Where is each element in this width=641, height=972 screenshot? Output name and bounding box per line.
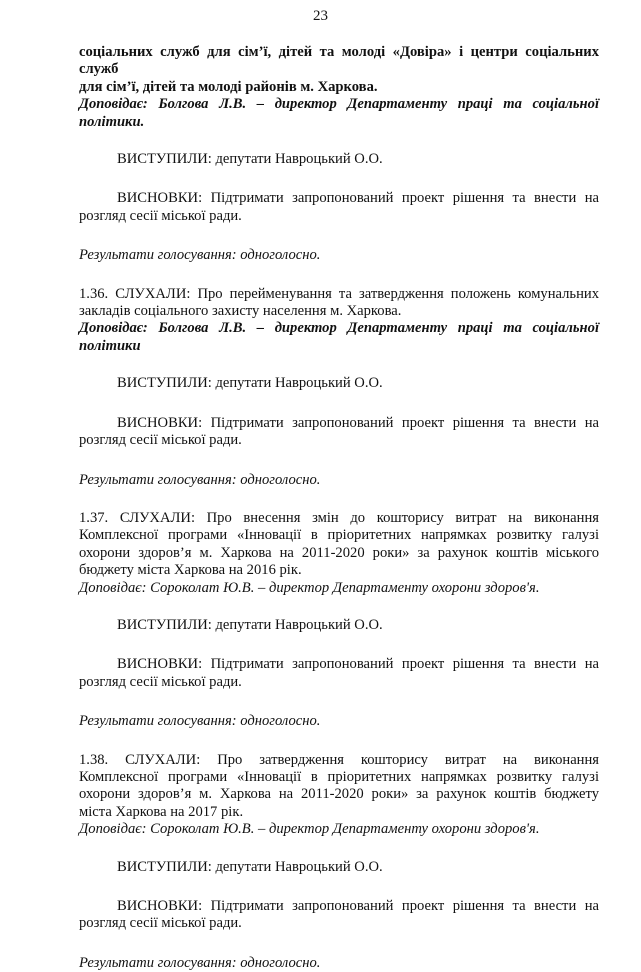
heard-line: 1.36. СЛУХАЛИ: Про перейменування та затвердження положень комунальних xyxy=(79,285,599,302)
voting-result: Результати голосування: одноголосно. xyxy=(79,247,321,264)
intro-line: для сім’ї, дітей та молоді районів м. Харкова. xyxy=(79,78,378,95)
speakers-line: ВИСТУПИЛИ: депутати Навроцький О.О. xyxy=(117,151,383,168)
heard-line: охорони здоров’я м. Харкова на 2011-2020 роки» за рахунок коштів міського xyxy=(79,544,599,561)
heard-line: 1.38. СЛУХАЛИ: Про затвердження кошторису витрат на виконання xyxy=(79,751,599,768)
agenda-item-1-36 xyxy=(79,286,599,489)
heard-line: Комплексної програми «Інновації в пріоритетних напрямках розвитку галузі xyxy=(79,768,599,785)
heard-line: бюджету міста Харкова на 2016 рік. xyxy=(79,562,302,579)
conclusion-line: розгляд сесії міської ради. xyxy=(79,207,242,224)
voting-result: Результати голосування: одноголосно. xyxy=(79,713,321,730)
speakers-line: ВИСТУПИЛИ: депутати Навроцький О.О. xyxy=(117,858,383,875)
document-body xyxy=(79,44,599,972)
conclusion-line: ВИСНОВКИ: Підтримати запропонований проект рішення та внести на xyxy=(117,656,599,673)
voting-result: Результати голосування: одноголосно. xyxy=(79,471,321,488)
heard-line: закладів соціального захисту населення м. Харкова. xyxy=(79,303,402,320)
conclusion-line: ВИСНОВКИ: Підтримати запропонований проект рішення та внести на xyxy=(117,898,599,914)
agenda-item-1-37 xyxy=(79,510,599,731)
speakers-line: ВИСТУПИЛИ: депутати Навроцький О.О. xyxy=(117,616,383,633)
reporter-line: Доповідає: Болгова Л.В. – директор Департаменту праці та соціальної xyxy=(79,96,599,113)
agenda-item-1-38 xyxy=(79,752,599,972)
intro-section xyxy=(79,44,599,265)
intro-line: соціальних служб для сім’ї, дітей та молоді «Довіра» і центри соціальних служб xyxy=(79,44,599,78)
reporter-line: Доповідає: Сороколат Ю.В. – директор Департаменту охорони здоров'я. xyxy=(79,821,540,838)
heard-line: 1.37. СЛУХАЛИ: Про внесення змін до кошторису витрат на виконання xyxy=(79,509,599,526)
conclusion-line: ВИСНОВКИ: Підтримати запропонований проект рішення та внести на xyxy=(117,414,599,431)
reporter-line: політики xyxy=(79,337,141,354)
conclusion-line: розгляд сесії міської ради. xyxy=(79,432,242,449)
conclusion-line: розгляд сесії міської ради. xyxy=(79,673,242,690)
conclusion-line: розгляд сесії міської ради. xyxy=(79,915,242,932)
heard-line: Комплексної програми «Інновації в пріоритетних напрямках розвитку галузі xyxy=(79,527,599,544)
page-number: 23 xyxy=(313,8,328,24)
reporter-line: політики. xyxy=(79,113,145,130)
heard-line: охорони здоров’я м. Харкова на 2011-2020 роки» за рахунок коштів бюджету xyxy=(79,786,599,803)
heard-line: міста Харкова на 2017 рік. xyxy=(79,803,244,820)
conclusion-line: ВИСНОВКИ: Підтримати запропонований проект рішення та внести на xyxy=(117,190,599,207)
reporter-line: Доповідає: Сороколат Ю.В. – директор Департаменту охорони здоров'я. xyxy=(79,579,540,596)
voting-result: Результати голосування: одноголосно. xyxy=(79,954,321,971)
reporter-line: Доповідає: Болгова Л.В. – директор Департаменту праці та соціальної xyxy=(79,320,599,337)
speakers-line: ВИСТУПИЛИ: депутати Навроцький О.О. xyxy=(117,375,383,392)
